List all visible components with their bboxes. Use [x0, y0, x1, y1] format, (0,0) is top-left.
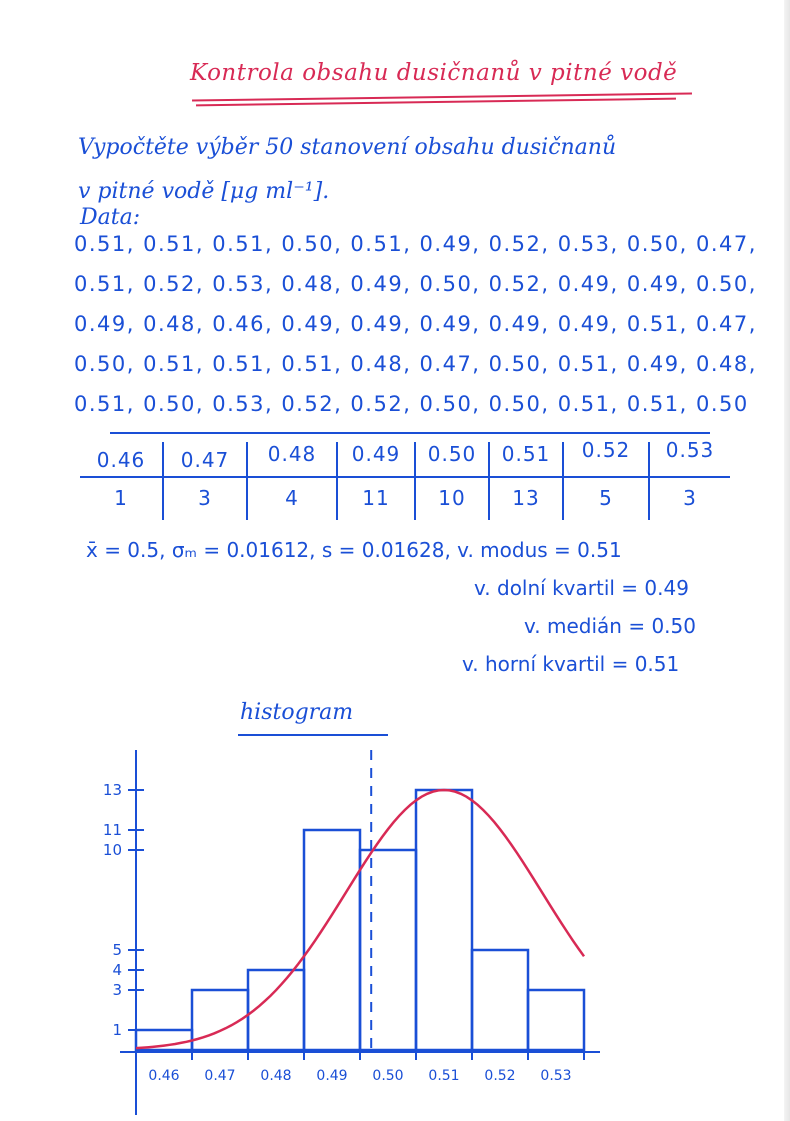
data-row-3: 0.49, 0.48, 0.46, 0.49, 0.49, 0.49, 0.49, 0.49, 0.51, 0.47,	[74, 312, 757, 336]
histogram-bar	[416, 790, 472, 1050]
x-tick-label: 0.52	[484, 1068, 516, 1084]
histogram-bar	[528, 990, 584, 1050]
x-tick-label: 0.53	[540, 1068, 572, 1084]
intro-line-2: v pitné vodě [μg ml⁻¹].	[78, 179, 330, 204]
stats-median: v. medián = 0.50	[524, 614, 696, 638]
table-count-cell: 11	[362, 486, 390, 510]
table-header-cell: 0.51	[501, 442, 551, 466]
table-header-cell: 0.52	[581, 438, 631, 462]
table-count-cell: 1	[114, 486, 128, 510]
table-count-cell: 3	[198, 486, 212, 510]
x-tick-label: 0.47	[204, 1068, 236, 1084]
y-tick-label: 3	[112, 981, 122, 999]
table-count-cell: 5	[599, 486, 613, 510]
y-tick-label: 10	[102, 841, 122, 859]
x-tick-label: 0.49	[316, 1068, 348, 1084]
intro-line-1: Vypočtěte výběr 50 stanovení obsahu dusičnanů	[78, 135, 617, 160]
data-row-5: 0.51, 0.50, 0.53, 0.52, 0.52, 0.50, 0.50, 0.51, 0.51, 0.50	[74, 392, 749, 416]
histogram-bar	[304, 830, 360, 1050]
x-tick-label: 0.46	[148, 1068, 180, 1084]
data-row-2: 0.51, 0.52, 0.53, 0.48, 0.49, 0.50, 0.52, 0.49, 0.49, 0.50,	[74, 272, 757, 296]
x-tick-label: 0.51	[428, 1068, 460, 1084]
stats-upper-quartile: v. horní kvartil = 0.51	[462, 652, 680, 676]
table-count-cell: 3	[683, 486, 697, 510]
table-header-cell: 0.53	[665, 438, 715, 462]
y-tick-label: 5	[112, 941, 122, 959]
x-tick-label: 0.50	[372, 1068, 404, 1084]
y-tick-label: 1	[112, 1021, 122, 1039]
stats-line-1: x̄ = 0.5, σₘ = 0.01612, s = 0.01628, v. modus = 0.51	[86, 538, 622, 562]
table-header-cell: 0.50	[427, 442, 477, 466]
y-tick-label: 11	[102, 821, 122, 839]
data-row-1: 0.51, 0.51, 0.51, 0.50, 0.51, 0.49, 0.52, 0.53, 0.50, 0.47,	[74, 232, 757, 256]
histogram-bars	[136, 790, 584, 1050]
table-count-cell: 10	[438, 486, 466, 510]
table-header-cell: 0.47	[180, 448, 230, 472]
data-label: Data:	[80, 205, 141, 230]
histogram-bar	[248, 970, 304, 1050]
table-count-cell: 4	[285, 486, 299, 510]
histogram-bar	[360, 850, 416, 1050]
table-header-cell: 0.48	[267, 442, 317, 466]
histogram-y-ticks	[103, 781, 144, 1039]
histogram-title: histogram	[240, 700, 354, 725]
table-count-cell: 13	[512, 486, 540, 510]
histogram-bar	[472, 950, 528, 1050]
y-tick-label: 4	[112, 961, 122, 979]
page-title: Kontrola obsahu dusičnanů v pitné vodě	[190, 60, 678, 86]
table-header-cell: 0.49	[351, 442, 401, 466]
stats-lower-quartile: v. dolní kvartil = 0.49	[474, 576, 689, 600]
data-row-4: 0.50, 0.51, 0.51, 0.51, 0.48, 0.47, 0.50, 0.51, 0.49, 0.48,	[74, 352, 757, 376]
table-header-cell: 0.46	[96, 448, 146, 472]
y-tick-label: 13	[102, 781, 122, 799]
x-tick-label: 0.48	[260, 1068, 292, 1084]
